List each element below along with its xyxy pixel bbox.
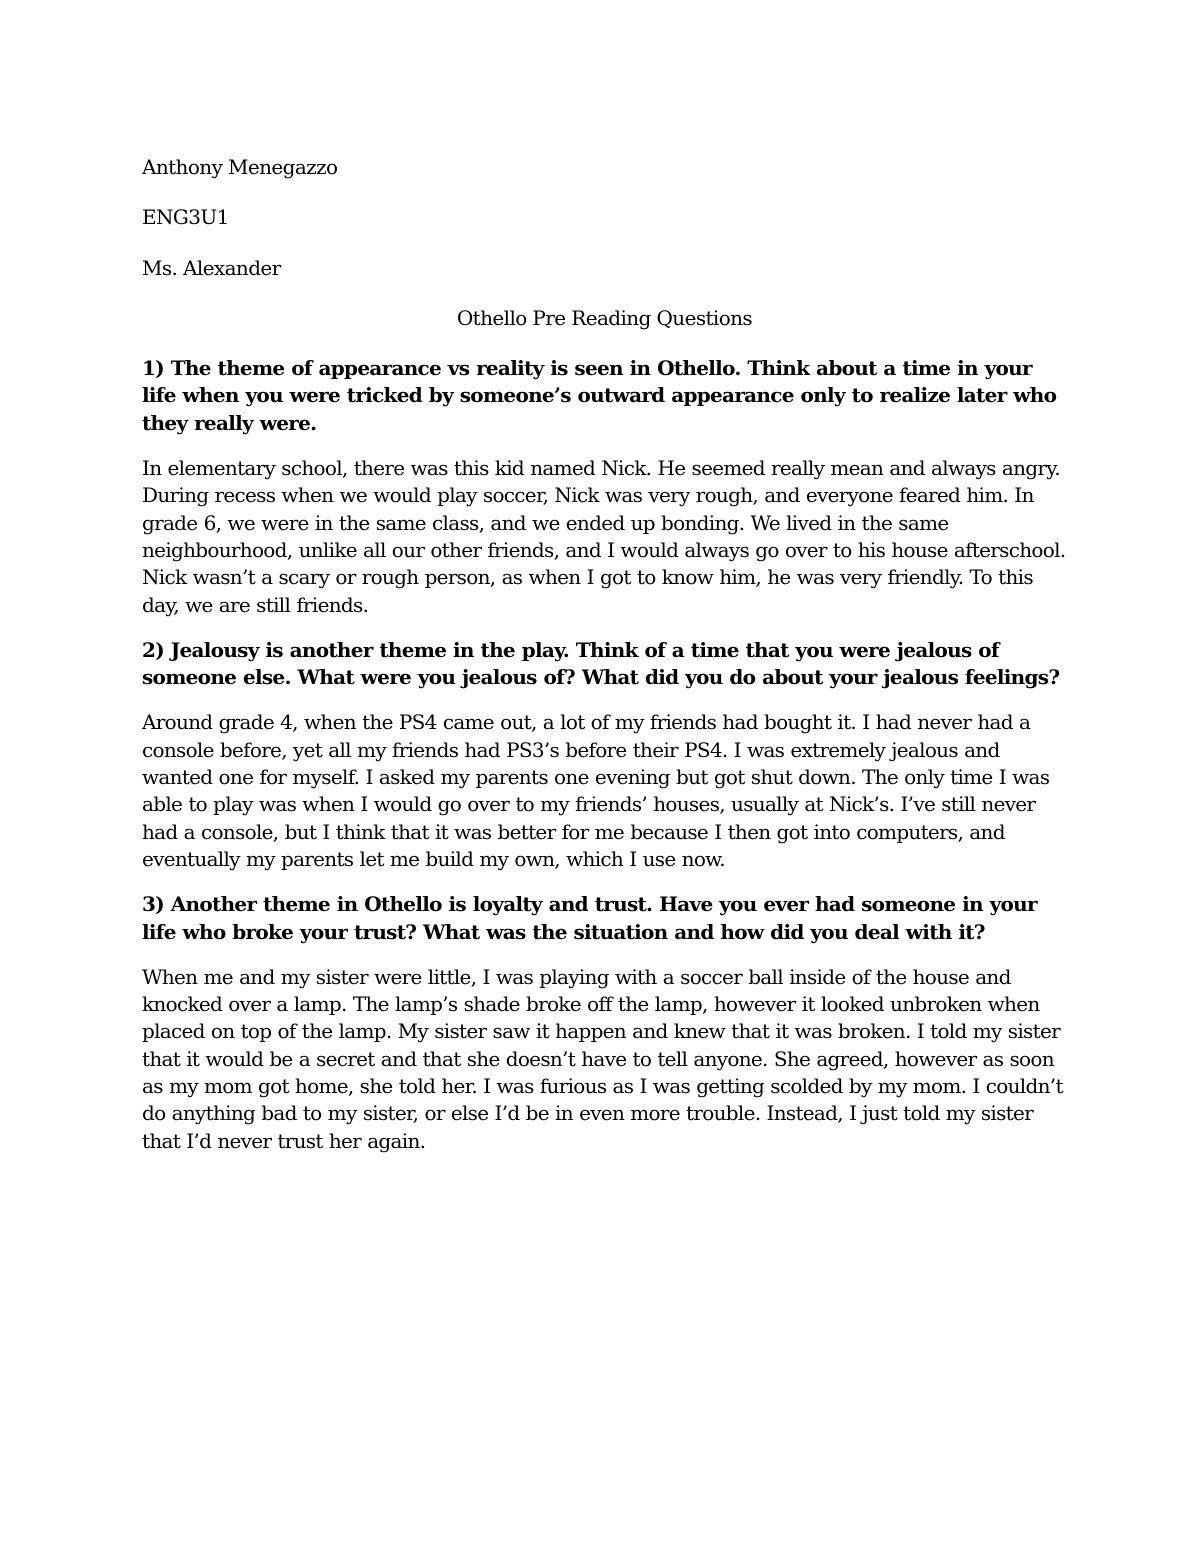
question-2: 2) Jealousy is another theme in the play. Think of a time that you were jealous of someone else. What were you jealous of? What did you do about your jealous feelings? (142, 637, 1060, 690)
question-1: 1) The theme of appearance vs reality is seen in Othello. Think about a time in your life when you were tricked by someone’s outward appearance only to realize later who they really were. (142, 356, 1057, 435)
course-code: ENG3U1 (142, 205, 229, 230)
answer-2: Around grade 4, when the PS4 came out, a lot of my friends had bought it. I had never had a console before, yet all my friends had PS3’s before their PS4. I was extremely jealous and wanted one for myself. I asked my parents one evening but got shut down. The only time I was able to play was when I would go over to my friends’ houses, usually at Nick’s. I’ve still never had a console, but I think that it was better for me because I then got into computers, and eventually my parents let me build my own, which I use now. (142, 710, 1050, 871)
document-title: Othello Pre Reading Questions (456, 305, 753, 330)
answer-3: When me and my sister were little, I was playing with a soccer ball inside of the house and knocked over a lamp. The lamp’s shade broke off the lamp, however it looked unbroken when placed on top of the lamp. My sister saw it happen and knew that it was broken. I told my sister that it would be a secret and that she doesn’t have to tell anyone. She agreed, however as soon as my mom got home, she told her. I was furious as I was getting scolded by my mom. I couldn’t do anything bad to my sister, or else I’d be in even more trouble. Instead, I just told my sister that I’d never trust her again. (142, 964, 1063, 1153)
student-name: Anthony Menegazzo (142, 155, 338, 179)
document-body (142, 154, 1067, 1173)
question-3: 3) Another theme in Othello is loyalty and trust. Have you ever had someone in your life who broke your trust? What was the situation and how did you deal with it? (142, 892, 1037, 944)
answer-1: In elementary school, there was this kid named Nick. He seemed really mean and always angry. During recess when we would play soccer, Nick was very rough, and everyone feared him. In grade 6, we were in the same class, and we ended up bonding. We lived in the same neighbourhood, unlike all our other friends, and I would always go over to his house afterschool. Nick wasn’t a scary or rough person, as when I got to know him, he was very friendly. To this day, we are still friends. (142, 456, 1066, 617)
teacher-name: Ms. Alexander (142, 255, 281, 280)
